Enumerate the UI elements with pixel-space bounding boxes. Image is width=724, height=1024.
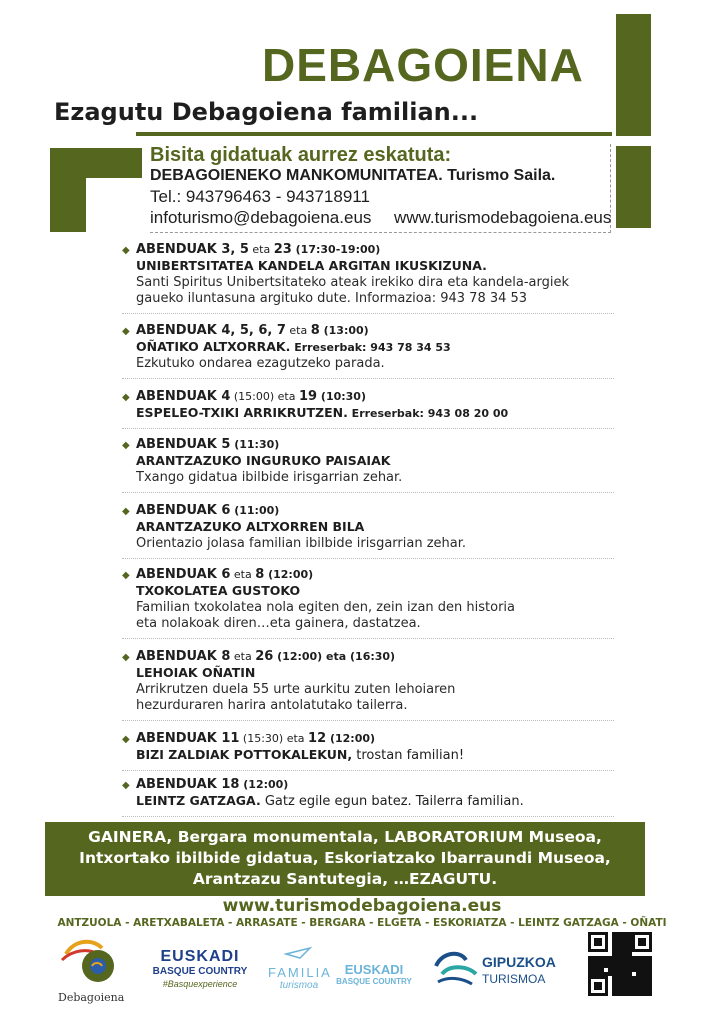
bullet-icon: ◆ <box>122 780 130 791</box>
gipuzkoa-logo-title: GIPUZKOA <box>482 954 556 970</box>
decor-bar-top <box>616 14 651 136</box>
event-description: hezurduraren harira antolatutako tailerra. <box>136 698 408 713</box>
familia-turismoa-logo <box>268 946 330 991</box>
event-date: ABENDUAK 3, 5 eta 23 (17:30-19:00) <box>136 242 381 257</box>
debagoiena-logo-icon <box>58 936 122 986</box>
paper-plane-icon <box>284 946 314 960</box>
decor-bar-mid <box>616 146 651 228</box>
bullet-icon: ◆ <box>122 245 130 256</box>
event-date: ABENDUAK 6 eta 8 (12:00) <box>136 567 314 582</box>
header-divider <box>136 132 612 136</box>
banner-line-3: Arantzazu Santutegia, …EZAGUTU. <box>192 870 498 888</box>
decor-l-vertical <box>50 148 86 232</box>
gipuzkoa-logo-sub: TURISMOA <box>482 972 546 986</box>
euskadi2-logo-title: EUSKADI <box>344 962 404 977</box>
gipuzkoa-turismoa-logo <box>432 942 560 992</box>
event-name: ARANTZAZUKO INGURUKO PAISAIAK <box>136 453 391 468</box>
event-description: eta nolakoak diren…eta gainera, dastatzea. <box>136 616 421 631</box>
euskadi2-logo-sub: BASQUE COUNTRY <box>336 977 412 986</box>
extra-attractions-banner <box>45 822 645 896</box>
event-description: Santi Spiritus Unibertsitateko ateak irekiko dira eta kandela-argiek <box>136 275 570 290</box>
event-name: ARANTZAZUKO ALTXORREN BILA <box>136 519 365 534</box>
event-date: ABENDUAK 5 (11:30) <box>136 437 280 452</box>
euskadi-logo-title: EUSKADI <box>160 948 240 965</box>
event-item <box>122 567 614 639</box>
bullet-icon: ◆ <box>122 570 130 581</box>
event-name: TXOKOLATEA GUSTOKO <box>136 583 301 598</box>
euskadi-logo-small <box>336 962 412 986</box>
event-item <box>122 437 614 493</box>
bullet-icon: ◆ <box>122 326 130 337</box>
event-item <box>122 777 614 817</box>
debagoiena-logo <box>58 936 125 1004</box>
euskadi-logo-sub: BASQUE COUNTRY <box>152 966 248 977</box>
familia-logo-sub: turismoa <box>279 980 319 991</box>
event-name: ESPELEO-TXIKI ARRIKRUTZEN. Erreserbak: 943 08 20 00 <box>136 405 509 420</box>
event-item <box>122 389 614 429</box>
event-item <box>122 242 614 314</box>
qr-code-icon <box>588 932 652 996</box>
event-description: Familian txokolatea nola egiten den, zein izan den historia <box>136 600 516 615</box>
contact-phone: Tel.: 943796463 - 943718911 <box>150 187 370 206</box>
event-date: ABENDUAK 6 (11:00) <box>136 503 280 518</box>
event-item <box>122 503 614 559</box>
event-date: ABENDUAK 4 (15:00) eta 19 (10:30) <box>136 389 366 404</box>
event-name: UNIBERTSITATEA KANDELA ARGITAN IKUSKIZUNA. <box>136 258 487 273</box>
contact-website[interactable]: www.turismodebagoiena.eus <box>394 208 612 227</box>
event-description: Ezkutuko ondarea ezagutzeko parada. <box>136 356 385 371</box>
bullet-icon: ◆ <box>122 440 130 451</box>
event-name: OÑATIKO ALTXORRAK. Erreserbak: 943 78 34 53 <box>136 339 451 354</box>
banner-line-2: Intxortako ibilbide gidatua, Eskoriatzako Ibarraundi Museoa, <box>79 849 611 867</box>
bullet-icon: ◆ <box>122 392 130 403</box>
event-description: Arrikrutzen duela 55 urte aurkitu zuten lehoiaren <box>136 682 456 697</box>
contact-organization: DEBAGOIENEKO MANKOMUNITATEA. Turismo Saila. <box>150 167 556 184</box>
euskadi-logo-tag: #Basquexperience <box>162 979 238 989</box>
contact-heading: Bisita gidatuak aurrez eskatuta: <box>150 144 452 166</box>
event-description: Orientazio jolasa familian ibilbide irisgarrian zehar. <box>136 536 467 551</box>
event-date: ABENDUAK 8 eta 26 (12:00) eta (16:30) <box>136 649 396 664</box>
page-subtitle: Ezagutu Debagoiena familian... <box>54 98 479 126</box>
page-title: DEBAGOIENA <box>262 39 584 91</box>
event-description: Txango gidatua ibilbide irisgarrian zehar. <box>136 470 403 485</box>
familia-logo-title: FAMILIA <box>268 965 332 980</box>
event-name: BIZI ZALDIAK POTTOKALEKUN, trostan familian! <box>136 747 465 763</box>
event-item <box>122 649 614 721</box>
event-description: gaueko iluntasuna argituko dute. Informazioa: 943 78 34 53 <box>136 291 528 306</box>
debagoiena-logo-label: Debagoiena <box>58 991 125 1004</box>
gipuzkoa-logo-icon <box>432 944 480 988</box>
event-name: LEHOIAK OÑATIN <box>136 665 256 680</box>
event-item <box>122 731 614 771</box>
contact-email[interactable]: infoturismo@debagoiena.eus <box>150 208 372 227</box>
event-date: ABENDUAK 4, 5, 6, 7 eta 8 (13:00) <box>136 323 369 338</box>
bullet-icon: ◆ <box>122 734 130 745</box>
bullet-icon: ◆ <box>122 506 130 517</box>
euskadi-logo <box>150 948 250 989</box>
event-name: LEINTZ GATZAGA. Gatz egile egun batez. Tailerra familian. <box>136 793 524 809</box>
qr-code[interactable] <box>588 932 652 996</box>
bullet-icon: ◆ <box>122 652 130 663</box>
footer-towns: ANTZUOLA - ARETXABALETA - ARRASATE - BERGARA - ELGETA - ESKORIATZA - LEINTZ GATZAGA - OÑATI <box>57 917 667 929</box>
event-item <box>122 323 614 379</box>
event-date: ABENDUAK 11 (15:30) eta 12 (12:00) <box>136 731 376 746</box>
banner-line-1: GAINERA, Bergara monumentala, LABORATORIUM Museoa, <box>88 828 602 846</box>
event-date: ABENDUAK 18 (12:00) <box>136 777 289 792</box>
footer-website[interactable]: www.turismodebagoiena.eus <box>222 896 502 916</box>
